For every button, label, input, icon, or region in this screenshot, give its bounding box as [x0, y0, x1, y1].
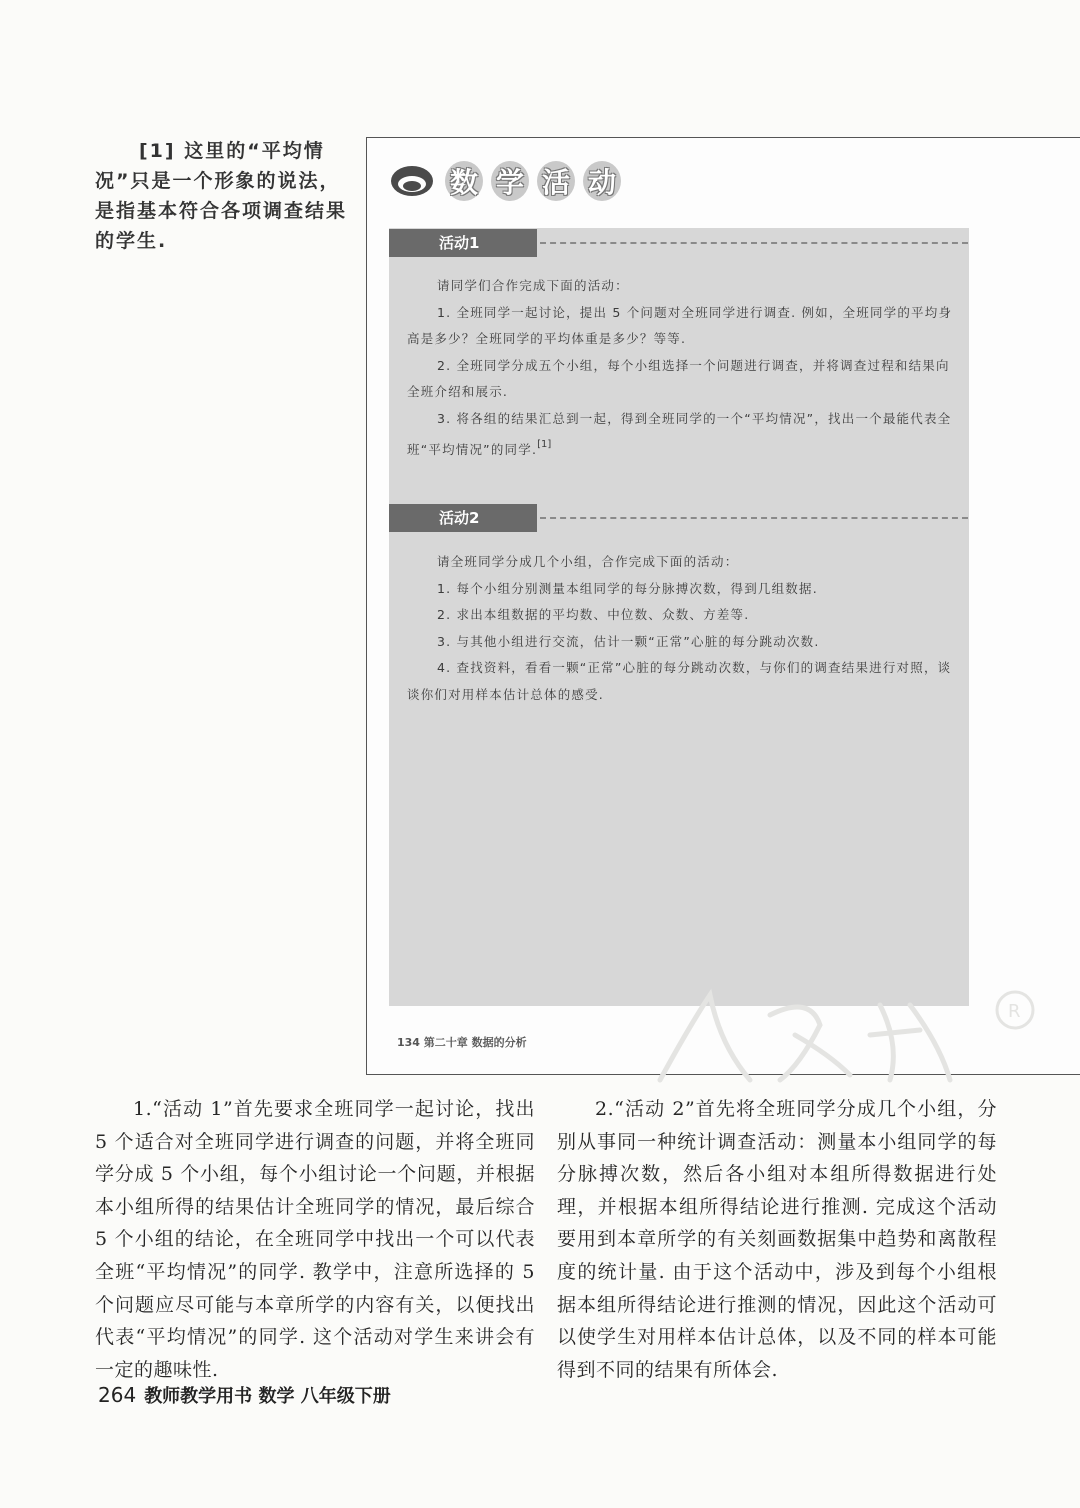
activity1-divider — [540, 242, 968, 244]
activity1-item: 1. 全班同学一起讨论，提出 5 个问题对全班同学进行调查. 例如，全班同学的平均身高是多少？全班同学的平均体重是多少？等等. — [407, 304, 953, 346]
activity2-item: 4. 查找资料，看看一颗“正常”心脏的每分跳动次数，与你们的调查结果进行对照，谈谈你们对用样本估计总体的感受. — [407, 660, 952, 702]
heading-char: 动 — [583, 161, 621, 201]
math-activity-icon — [389, 164, 435, 198]
activity1-body — [407, 273, 959, 464]
commentary-left-column — [95, 1093, 535, 1386]
activity2-intro: 请全班同学分成几个小组，合作完成下面的活动： — [437, 554, 739, 569]
activity1-intro: 请同学们合作完成下面的活动： — [437, 278, 629, 293]
margin-note — [95, 136, 353, 256]
activity2-divider — [540, 517, 968, 519]
activity1-tab: 活动1 — [389, 229, 537, 257]
activity2-item: 3. 与其他小组进行交流，估计一颗“正常”心脏的每分跳动次数. — [437, 633, 820, 649]
margin-note-line: 况”只是一个形象的说法， — [95, 170, 341, 192]
activity2-body — [407, 549, 959, 708]
heading-char: 活 — [537, 161, 575, 201]
activity1-item-text: 3. 将各组的结果汇总到一起，得到全班同学的一个“平均情况”，找出一个最能代表全班“平均情况”的同学. — [407, 410, 952, 457]
activity2-tab: 活动2 — [389, 504, 537, 532]
section-heading — [389, 158, 621, 204]
inner-page-footer: 134 第二十章 数据的分析 — [397, 1036, 527, 1049]
heading-title — [445, 161, 621, 201]
page-number: 264 — [98, 1383, 137, 1407]
book-title: 教师教学用书 数学 八年级下册 — [144, 1386, 391, 1407]
margin-note-line: [1] 这里的“平均情 — [139, 140, 325, 162]
commentary-paragraph: 2.“活动 2”首先将全班同学分成几个小组，分别从事同一种统计调查活动：测量本小组同学的每分脉搏次数，然后各小组对本组所得数据进行处理，并根据本组所得结论进行推测. 完成这个活动要用到本章所学的有关刻画数据集中趋势和离散程度的统计量. 由于这个活动中，涉及到每个小组根据本组所得结论进行推测的情况，因此这个活动可以使学生对用样本估计总体，以及不同的样本可能得到不同的结果有所体会. — [557, 1098, 997, 1381]
svg-text:R: R — [1008, 1001, 1021, 1022]
footnote-ref: [1] — [537, 439, 552, 450]
activity2-item: 1. 每个小组分别测量本组同学的每分脉搏次数，得到几组数据. — [437, 580, 818, 596]
page-footer — [98, 1382, 391, 1408]
margin-note-line: 是指基本符合各项调查结果 — [95, 200, 348, 222]
activity1-item — [407, 406, 959, 464]
margin-note-line: 的学生. — [95, 230, 168, 252]
commentary-paragraph: 1.“活动 1”首先要求全班同学一起讨论，找出 5 个适合对全班同学进行调查的问题，并将全班同学分成 5 个小组，每个小组讨论一个问题，并根据本小组所得的结果估计全班同学的情况，最后综合 5 个小组的结论，在全班同学中找出一个可以代表全班“平均情况”的同学. 教学中，注意所选择的 5 个问题应尽可能与本章所学的内容有关，以便找出代表“平均情况”的同学. 这个活动对学生来讲会有一定的趣味性. — [95, 1098, 535, 1381]
heading-char: 学 — [491, 161, 529, 201]
commentary-right-column — [557, 1093, 997, 1386]
heading-char: 数 — [445, 161, 483, 201]
activity2-item: 2. 求出本组数据的平均数、中位数、众数、方差等. — [437, 607, 750, 622]
activity1-item: 2. 全班同学分成五个小组，每个小组选择一个问题进行调查，并将调查过程和结果向全班介绍和展示. — [407, 357, 950, 399]
